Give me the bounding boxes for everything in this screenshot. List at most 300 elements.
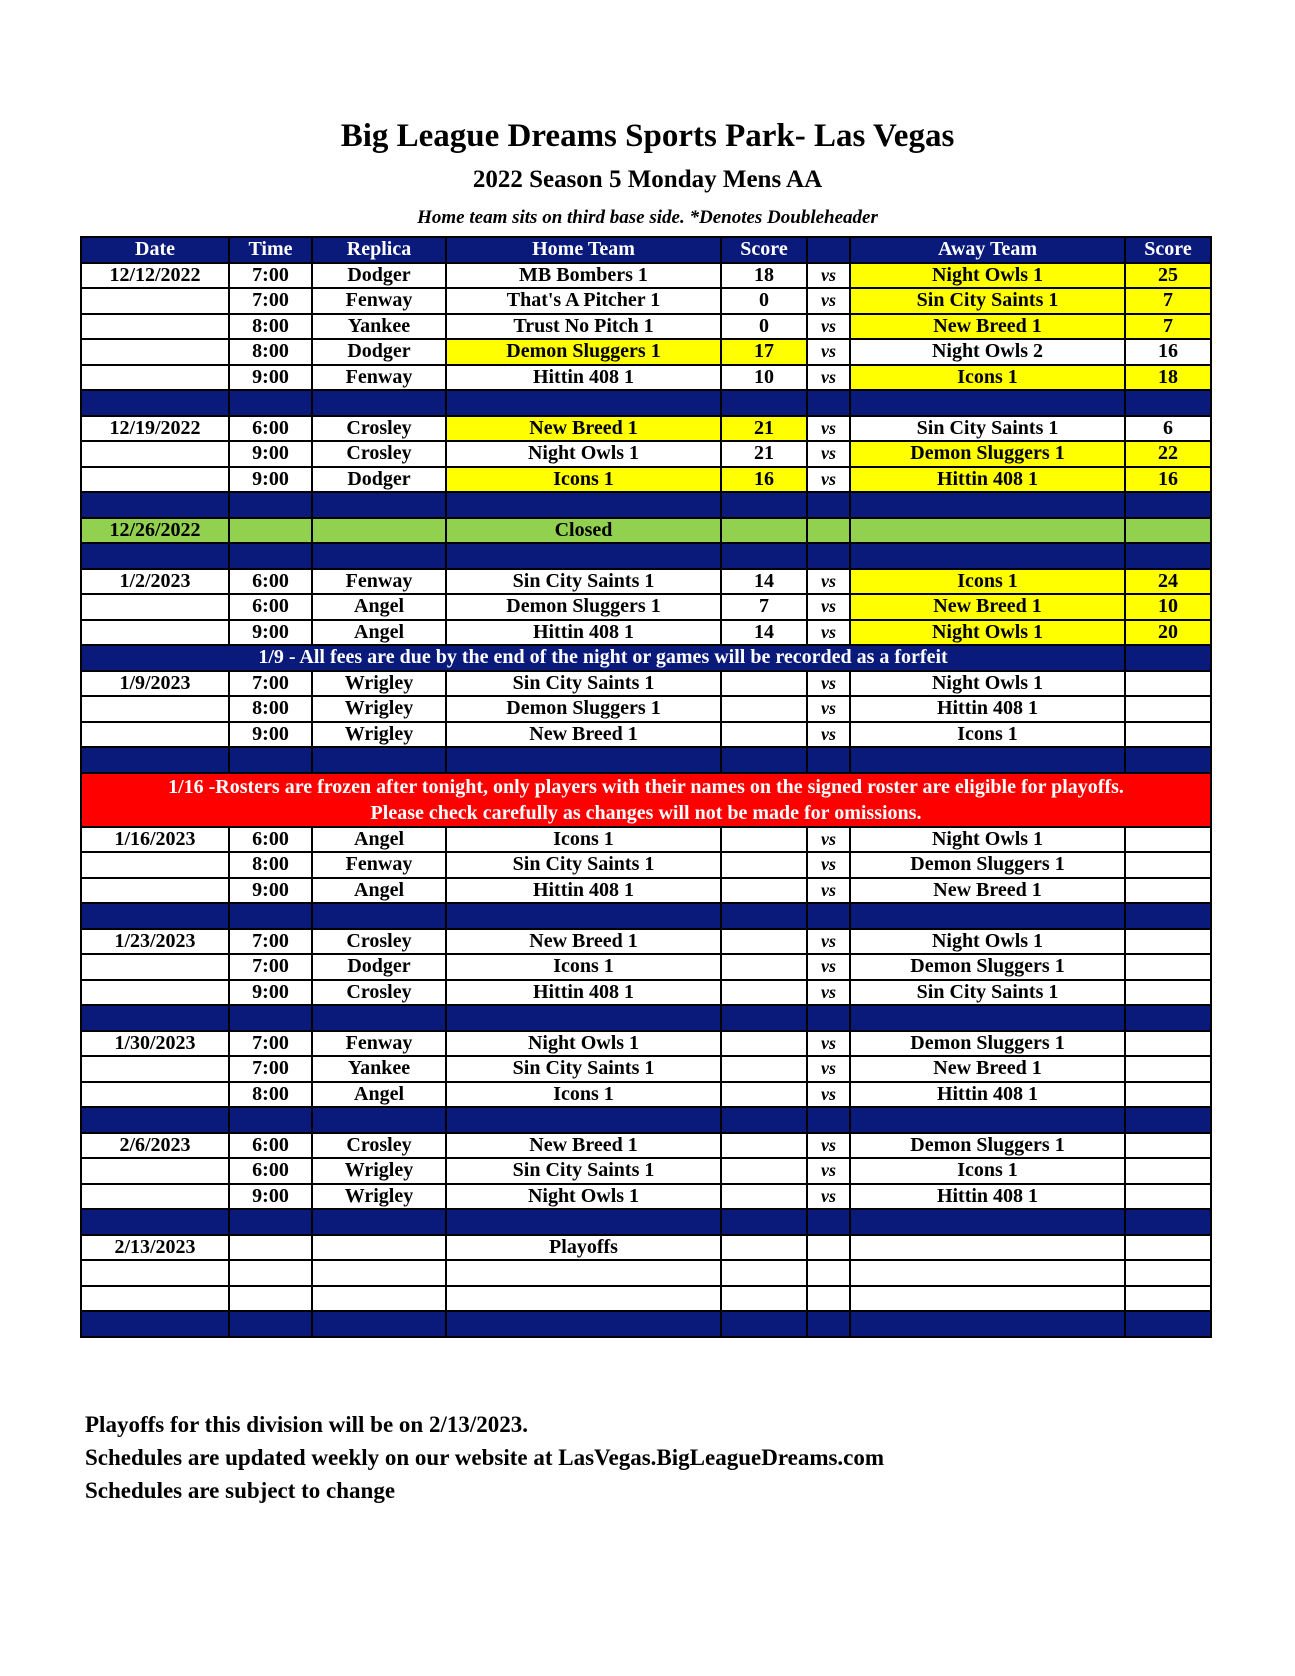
game-row [81,594,1211,620]
time-cell: 9:00 [229,878,312,904]
separator-cell [1125,1209,1211,1235]
col-header-date: Date [81,237,229,263]
game-row [81,1082,1211,1108]
away-score-cell [1125,696,1211,722]
vs-cell: vs [807,441,850,467]
home-team-cell: New Breed 1 [446,929,721,955]
away-score-cell [1125,722,1211,748]
field-cell: Dodger [312,954,446,980]
home-team-cell: Hittin 408 1 [446,620,721,646]
separator-cell [446,390,721,416]
home-team-cell: Demon Sluggers 1 [446,696,721,722]
game-row [81,1260,1211,1286]
field-cell: Dodger [312,467,446,493]
field-cell [312,1286,446,1312]
home-team-cell: MB Bombers 1 [446,263,721,289]
separator-cell [1125,543,1211,569]
vs-cell: vs [807,467,850,493]
time-cell: 8:00 [229,314,312,340]
home-score-cell [721,852,807,878]
game-row [81,339,1211,365]
field-cell: Yankee [312,1056,446,1082]
separator-cell [721,1311,807,1337]
time-cell: 7:00 [229,263,312,289]
separator-cell [81,1311,229,1337]
separator-cell [807,747,850,773]
away-team-cell: Demon Sluggers 1 [850,441,1125,467]
separator-cell [1125,1107,1211,1133]
away-team-cell: Night Owls 1 [850,929,1125,955]
time-cell: 9:00 [229,467,312,493]
separator-cell [850,543,1125,569]
separator-cell [850,1005,1125,1031]
vs-cell: vs [807,696,850,722]
separator-cell [229,492,312,518]
date-cell [81,852,229,878]
home-team-cell: Trust No Pitch 1 [446,314,721,340]
away-team-cell: Demon Sluggers 1 [850,954,1125,980]
separator-cell [81,1005,229,1031]
separator-cell [807,543,850,569]
away-score-cell: 16 [1125,467,1211,493]
field-cell: Wrigley [312,1158,446,1184]
away-score-cell: 10 [1125,594,1211,620]
separator-cell [721,543,807,569]
away-score-cell [1125,671,1211,697]
separator-cell [1125,1005,1211,1031]
game-row [81,263,1211,289]
away-team-cell: Sin City Saints 1 [850,980,1125,1006]
time-cell [229,518,312,544]
col-header-away-score: Score [1125,237,1211,263]
away-score-cell [1125,852,1211,878]
date-cell [81,1184,229,1210]
vs-cell: vs [807,929,850,955]
home-team-cell: Icons 1 [446,1082,721,1108]
separator-cell [312,543,446,569]
vs-cell: vs [807,569,850,595]
date-cell [81,1286,229,1312]
vs-cell: vs [807,1133,850,1159]
col-header-home-score: Score [721,237,807,263]
away-score-cell [1125,827,1211,853]
home-score-cell: 7 [721,594,807,620]
date-cell [81,594,229,620]
game-row [81,696,1211,722]
away-score-cell [1125,1133,1211,1159]
time-cell: 6:00 [229,594,312,620]
home-score-cell [721,878,807,904]
home-team-cell: New Breed 1 [446,416,721,442]
away-team-cell: New Breed 1 [850,1056,1125,1082]
field-cell: Crosley [312,1133,446,1159]
separator-cell [81,543,229,569]
date-cell [81,467,229,493]
time-cell: 7:00 [229,1056,312,1082]
separator-cell [850,1209,1125,1235]
time-cell: 6:00 [229,416,312,442]
field-cell: Fenway [312,569,446,595]
vs-cell: vs [807,852,850,878]
field-cell: Fenway [312,1031,446,1057]
separator-cell [81,492,229,518]
separator-row [81,492,1211,518]
separator-cell [312,1311,446,1337]
time-cell: 6:00 [229,827,312,853]
field-cell: Fenway [312,288,446,314]
game-row [81,288,1211,314]
separator-cell [721,1209,807,1235]
away-team-cell: Night Owls 1 [850,827,1125,853]
time-cell: 8:00 [229,696,312,722]
field-cell: Crosley [312,980,446,1006]
vs-cell: vs [807,1031,850,1057]
home-team-cell: New Breed 1 [446,1133,721,1159]
away-team-cell: Demon Sluggers 1 [850,1133,1125,1159]
date-cell [81,1082,229,1108]
separator-cell [807,1107,850,1133]
vs-cell [807,1235,850,1261]
date-cell [81,441,229,467]
home-score-cell [721,1235,807,1261]
field-cell [312,518,446,544]
home-score-cell [721,1056,807,1082]
home-score-cell [721,1260,807,1286]
date-cell [81,1158,229,1184]
separator-cell [807,1005,850,1031]
time-cell: 9:00 [229,722,312,748]
home-team-cell: Sin City Saints 1 [446,1158,721,1184]
separator-cell [229,390,312,416]
vs-cell: vs [807,722,850,748]
separator-row [81,1005,1211,1031]
away-team-cell: Sin City Saints 1 [850,416,1125,442]
away-team-cell [850,518,1125,544]
away-team-cell: Night Owls 1 [850,671,1125,697]
vs-cell: vs [807,1082,850,1108]
roster-notice-line1: 1/16 -Rosters are frozen after tonight, only players with their names on the signed roster are eligible for playoffs. [168,775,1124,798]
separator-cell [446,1005,721,1031]
home-score-cell [721,696,807,722]
home-score-cell: 21 [721,416,807,442]
separator-cell [721,1107,807,1133]
vs-cell: vs [807,980,850,1006]
notice-blank-cell [1125,645,1211,671]
separator-cell [446,1311,721,1337]
time-cell: 9:00 [229,441,312,467]
home-score-cell: 14 [721,569,807,595]
vs-cell: vs [807,288,850,314]
header-row [81,237,1211,263]
date-cell [81,1056,229,1082]
home-score-cell [721,518,807,544]
separator-cell [446,903,721,929]
home-team-cell: Sin City Saints 1 [446,569,721,595]
game-row [81,1235,1211,1261]
separator-cell [807,1311,850,1337]
field-cell: Crosley [312,929,446,955]
separator-cell [312,1005,446,1031]
away-team-cell: Hittin 408 1 [850,467,1125,493]
home-score-cell: 0 [721,314,807,340]
vs-cell: vs [807,314,850,340]
away-score-cell: 6 [1125,416,1211,442]
separator-cell [721,492,807,518]
game-row [81,1031,1211,1057]
away-score-cell [1125,1260,1211,1286]
page-title: Big League Dreams Sports Park- Las Vegas [340,118,955,154]
away-team-cell: Night Owls 2 [850,339,1125,365]
away-team-cell: Demon Sluggers 1 [850,852,1125,878]
separator-cell [81,747,229,773]
time-cell: 7:00 [229,288,312,314]
home-score-cell: 18 [721,263,807,289]
separator-cell [807,903,850,929]
away-score-cell [1125,929,1211,955]
home-score-cell: 17 [721,339,807,365]
separator-cell [229,1311,312,1337]
away-team-cell: Icons 1 [850,365,1125,391]
home-team-cell: Icons 1 [446,954,721,980]
separator-cell [446,492,721,518]
vs-cell [807,1286,850,1312]
field-cell: Wrigley [312,696,446,722]
closed-label: Closed [446,518,721,544]
date-cell: 1/23/2023 [81,929,229,955]
separator-cell [446,1107,721,1133]
separator-cell [721,903,807,929]
away-score-cell [1125,1184,1211,1210]
home-score-cell [721,1184,807,1210]
away-team-cell: New Breed 1 [850,878,1125,904]
away-team-cell: New Breed 1 [850,314,1125,340]
field-cell [312,1235,446,1261]
separator-cell [850,492,1125,518]
home-score-cell [721,1031,807,1057]
separator-cell [81,903,229,929]
vs-cell: vs [807,1158,850,1184]
away-score-cell [1125,1082,1211,1108]
date-cell [81,1260,229,1286]
home-score-cell [721,827,807,853]
away-score-cell: 20 [1125,620,1211,646]
field-cell: Crosley [312,416,446,442]
away-score-cell [1125,1158,1211,1184]
time-cell: 8:00 [229,1082,312,1108]
col-header-vs [807,237,850,263]
field-cell: Dodger [312,339,446,365]
away-score-cell [1125,954,1211,980]
home-score-cell: 0 [721,288,807,314]
field-cell: Wrigley [312,722,446,748]
game-row [81,620,1211,646]
vs-cell [807,518,850,544]
away-team-cell: Sin City Saints 1 [850,288,1125,314]
home-team-cell: New Breed 1 [446,722,721,748]
date-cell: 1/16/2023 [81,827,229,853]
vs-cell: vs [807,671,850,697]
away-score-cell [1125,518,1211,544]
away-team-cell [850,1286,1125,1312]
field-cell: Angel [312,1082,446,1108]
date-cell: 1/9/2023 [81,671,229,697]
away-score-cell [1125,1031,1211,1057]
time-cell: 9:00 [229,620,312,646]
away-team-cell: Demon Sluggers 1 [850,1031,1125,1057]
game-row [81,467,1211,493]
time-cell [229,1260,312,1286]
time-cell: 7:00 [229,1031,312,1057]
home-team-cell: Icons 1 [446,467,721,493]
field-cell: Fenway [312,852,446,878]
closed-row [81,518,1211,544]
game-row [81,365,1211,391]
field-cell: Angel [312,878,446,904]
separator-row [81,390,1211,416]
date-cell: 12/19/2022 [81,416,229,442]
home-team-cell [446,1260,721,1286]
roster-notice [81,773,1211,827]
separator-cell [312,903,446,929]
separator-cell [229,543,312,569]
roster-notice-line2: Please check carefully as changes will not be made for omissions. [370,801,922,824]
game-row [81,954,1211,980]
vs-cell: vs [807,263,850,289]
time-cell: 9:00 [229,365,312,391]
away-score-cell [1125,980,1211,1006]
vs-cell: vs [807,1056,850,1082]
separator-cell [1125,390,1211,416]
date-cell [81,314,229,340]
game-row [81,1133,1211,1159]
home-team-cell: Night Owls 1 [446,441,721,467]
field-cell: Angel [312,827,446,853]
fees-notice-row [81,645,1211,671]
home-score-cell [721,929,807,955]
schedule-body [81,263,1211,1337]
away-score-cell: 24 [1125,569,1211,595]
footer-website: Schedules are updated weekly on our website at LasVegas.BigLeagueDreams.com [85,1445,885,1470]
col-header-time: Time [229,237,312,263]
away-team-cell: Night Owls 1 [850,263,1125,289]
separator-row [81,543,1211,569]
game-row [81,569,1211,595]
home-score-cell [721,1133,807,1159]
date-cell: 1/2/2023 [81,569,229,595]
date-cell: 12/26/2022 [81,518,229,544]
vs-cell: vs [807,365,850,391]
home-team-cell: Sin City Saints 1 [446,671,721,697]
date-cell [81,878,229,904]
schedule-note: Home team sits on third base side. *Denotes Doubleheader [417,207,878,228]
time-cell [229,1235,312,1261]
separator-row [81,747,1211,773]
game-row [81,1286,1211,1312]
date-cell [81,980,229,1006]
away-score-cell [1125,1056,1211,1082]
away-team-cell: Icons 1 [850,722,1125,748]
field-cell: Angel [312,594,446,620]
time-cell: 9:00 [229,980,312,1006]
away-team-cell: Night Owls 1 [850,620,1125,646]
date-cell [81,620,229,646]
game-row [81,929,1211,955]
away-score-cell: 25 [1125,263,1211,289]
col-header-replica: Replica [312,237,446,263]
separator-cell [1125,492,1211,518]
home-score-cell: 10 [721,365,807,391]
game-row [81,416,1211,442]
away-score-cell [1125,1235,1211,1261]
col-header-home-team: Home Team [446,237,721,263]
game-row [81,980,1211,1006]
vs-cell [807,1260,850,1286]
page-subtitle: 2022 Season 5 Monday Mens AA [472,166,823,193]
away-team-cell: Hittin 408 1 [850,1082,1125,1108]
date-cell: 12/12/2022 [81,263,229,289]
away-score-cell [1125,1286,1211,1312]
away-team-cell: Hittin 408 1 [850,1184,1125,1210]
vs-cell: vs [807,339,850,365]
separator-cell [1125,1311,1211,1337]
away-score-cell: 7 [1125,314,1211,340]
vs-cell: vs [807,878,850,904]
separator-cell [807,1209,850,1235]
separator-cell [81,1209,229,1235]
roster-notice-row [81,773,1211,827]
home-score-cell [721,671,807,697]
home-score-cell: 14 [721,620,807,646]
separator-cell [1125,903,1211,929]
away-score-cell: 7 [1125,288,1211,314]
home-team-cell: Demon Sluggers 1 [446,339,721,365]
game-row [81,441,1211,467]
away-team-cell [850,1260,1125,1286]
time-cell: 6:00 [229,1158,312,1184]
date-cell: 1/30/2023 [81,1031,229,1057]
game-row [81,722,1211,748]
time-cell: 6:00 [229,1133,312,1159]
home-score-cell [721,1286,807,1312]
time-cell: 9:00 [229,1184,312,1210]
separator-row [81,1311,1211,1337]
home-team-cell: Hittin 408 1 [446,365,721,391]
vs-cell: vs [807,827,850,853]
separator-cell [850,747,1125,773]
away-team-cell: Icons 1 [850,1158,1125,1184]
separator-cell [807,492,850,518]
separator-cell [81,390,229,416]
separator-cell [312,1107,446,1133]
footer-disclaimer: Schedules are subject to change [85,1478,396,1503]
game-row [81,1184,1211,1210]
away-team-cell [850,1235,1125,1261]
home-team-cell: Demon Sluggers 1 [446,594,721,620]
home-team-cell: Sin City Saints 1 [446,852,721,878]
home-team-cell: Playoffs [446,1235,721,1261]
home-score-cell: 16 [721,467,807,493]
separator-cell [446,543,721,569]
time-cell: 7:00 [229,671,312,697]
time-cell: 7:00 [229,929,312,955]
separator-cell [446,1209,721,1235]
game-row [81,314,1211,340]
game-row [81,827,1211,853]
separator-cell [229,1005,312,1031]
date-cell [81,696,229,722]
separator-cell [312,747,446,773]
date-cell: 2/6/2023 [81,1133,229,1159]
